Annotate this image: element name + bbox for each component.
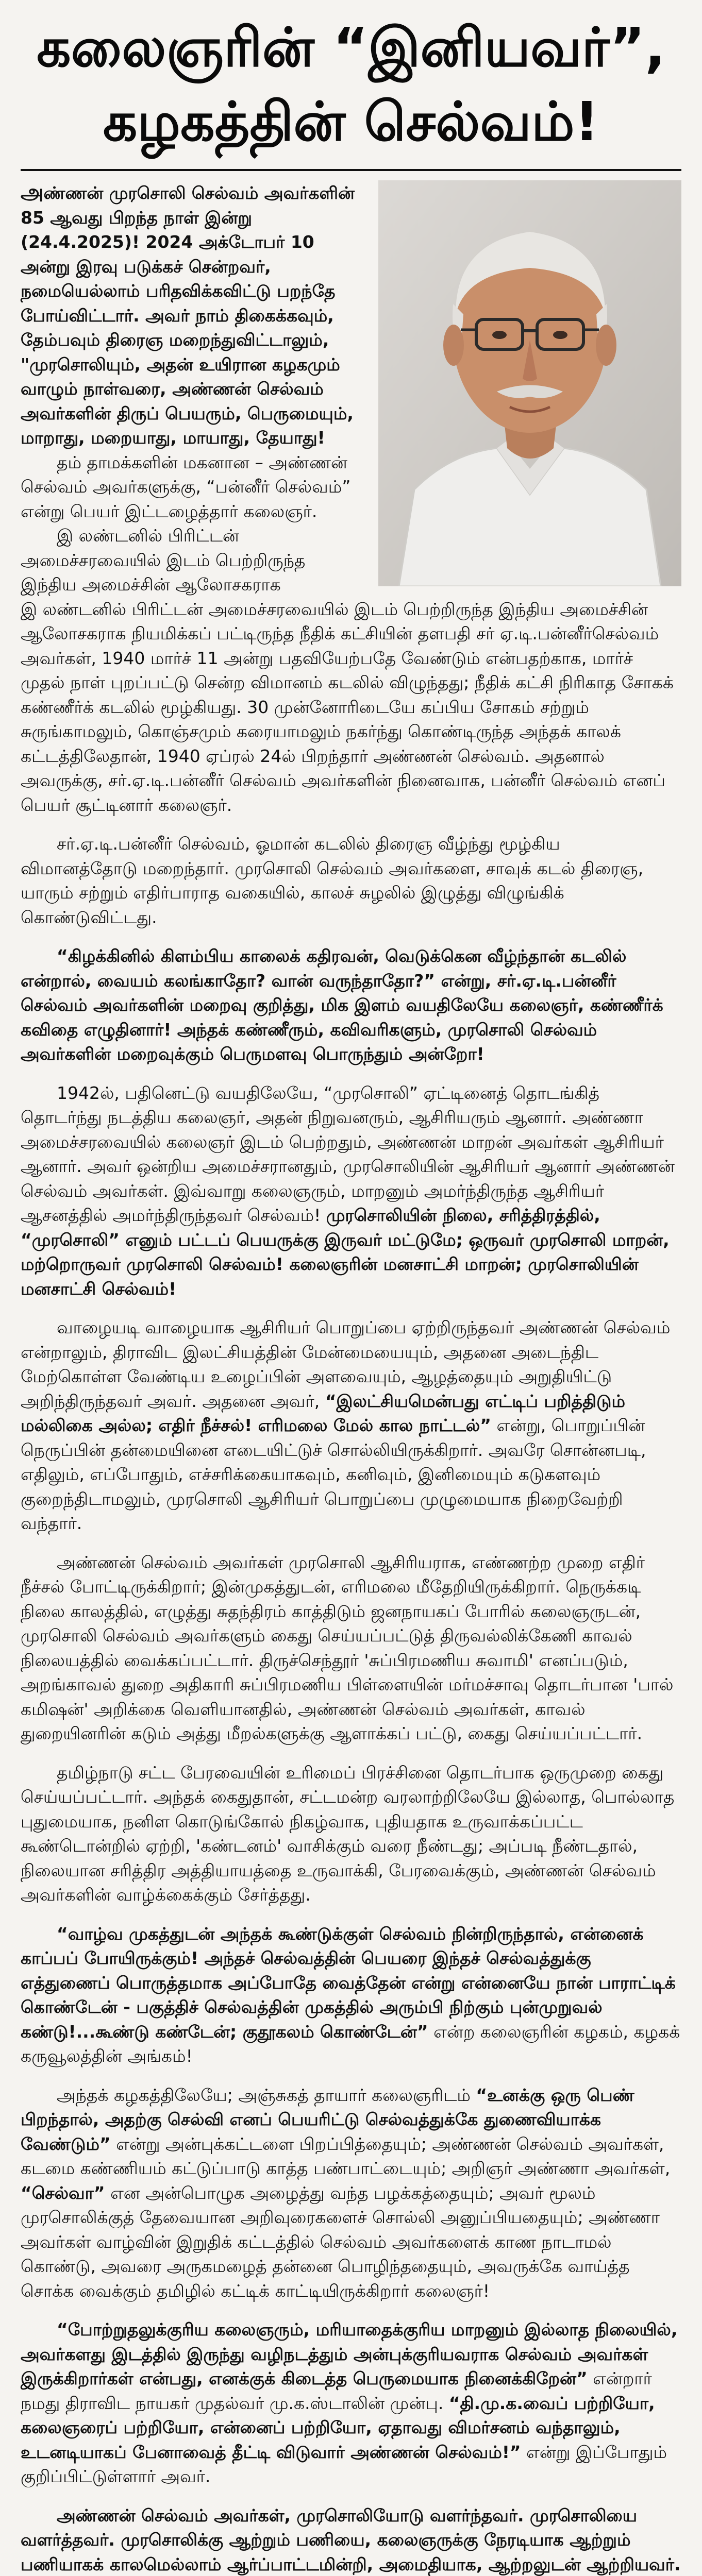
headline-line-1: கலைஞரின் “இனியவர்”, [37, 16, 665, 79]
paragraph-6: 1942ல், பதினெட்டு வயதிலேயே, “முரசொலி” ஏட்டினைத் தொடங்கித் தொடர்ந்து நடத்திய கலைஞர், அதன் நிறுவனரும், ஆசிரியரும் ஆனார். அண்ணா அமைச்சரவையில் கலைஞர் இடம் பெற்றதும், அண்ணன் மாறன் அவர்கள் ஆசிரியர் ஆனார். அவர் ஒன்றிய அமைச்சரானதும், முரசொலியின் ஆசிரியர் ஆனார் அண்ணன் செல்வம் அவர்கள். இவ்வாறு கலைஞரும், மாறனும் அமர்ந்திருந்த ஆசிரியர் ஆசனத்தில் அமர்ந்திருந்தவர் செல்வம்! முரசொலியின் நிலை, சரித்திரத்தில், “முரசொலி” எனும் பட்டப் பெயருக்கு இருவர் மட்டுமே; ஒருவர் முரசொலி மாறன், மற்றொருவர் முரசொலி செல்வம்! கலைஞரின் மனசாட்சி மாறன்; முரசொலியின் மனசாட்சி செல்வம்! [21, 1082, 675, 1299]
paragraph-7: வாழையடி வாழையாக ஆசிரியர் பொறுப்பை ஏற்றிருந்தவர் அண்ணன் செல்வம் என்றாலும், திராவிட இலட்சியத்தின் மேன்மையையும், அதனை அடைந்திட மேற்கொள்ள வேண்டிய உழைப்பின் அளவையும், ஆழத்தையும் அறுதியிட்டு அறிந்திருந்தவர் அவர். அதனை அவர், “இலட்சியமென்பது எட்டிப் பறித்திடும் மல்லிகை அல்ல; எதிர் நீச்சல்! எரிமலை மேல் கால நாட்டல்” என்று, பொறுப்பின் நெருப்பின் தன்மையினை எடையிட்டுச் சொல்லியிருக்கிறார். அவரே சொன்னபடி, எதிலும், எப்போதும், எச்சரிக்கையாகவும், கனிவும், இனிமையும் கடுகளவும் குறைந்திடாமலும், முரசொலி ஆசிரியர் பொறுப்பை முழுமையாக நிறைவேற்றி வந்தார். [21, 1317, 671, 1533]
paragraph-1: அண்ணன் முரசொலி செல்வம் அவர்களின் 85 ஆவது பிறந்த நாள் இன்று (24.4.2025)! 2024 அக்டோபர் 10 அன்று இரவு படுக்கச் சென்றவர், நமையெல்லாம் பரிதவிக்கவிட்டு பறந்தே போய்விட்டார். அவர் நாம் திகைக்கவும், தேம்பவும் திரைஞ மறைந்துவிட்டாலும், "முரசொலியும், அதன் உயிரான கழகமும் வாழும் நாள்வரை, அண்ணன் செல்வம் அவர்களின் திருப் பெயரும், பெருமையும், மாறாது, மறையாது, மாயாது, தேயாது! [21, 180, 355, 448]
paragraph-4: சர்.ஏ.டி.பன்னீர் செல்வம், ஓமான் கடலில் திரைஞ வீழ்ந்து மூழ்கிய விமானத்தோடு மறைந்தார். முரசொலி செல்வம் அவர்களை, சாவுக் கடல் திரைஞ, யாரும் சற்றும் எதிர்பாராத வகையில், காலச் சுழலில் இழுத்து விழுங்கிக் கொண்டுவிட்டது. [21, 834, 644, 927]
paragraph-14: அண்ணன் செல்வம் அவர்கள், முரசொலியோடு வளர்ந்தவர். முரசொலியை வளர்த்தவர். முரசொலிக்கு ஆற்றும் பணியை, கலைஞருக்கு நேரடியாக ஆற்றும் பணியாகக் காலமெல்லாம் ஆர்ப்பாட்டமின்றி, அமைதியாக, ஆற்றலுடன் ஆற்றியவர். [21, 2505, 681, 2574]
paragraph-2: தம் தாமக்களின் மகனான – அண்ணன் செல்வம் அவர்களுக்கு, “பன்னீர் செல்வம்” என்று பெயர் இட்டழைத்தார் கலைஞர். [21, 452, 351, 521]
article-body [21, 597, 681, 2576]
headline-line-2: கழகத்தின் செல்வம்! [103, 90, 599, 153]
dropcap: அ [21, 180, 44, 204]
paragraph-9: தமிழ்நாடு சட்ட பேரவையின் உரிமைப் பிரச்சினை தொடர்பாக ஒருமுறை கைது செய்யப்பட்டார். அந்தக் கைதுதான், சட்டமன்ற வரலாற்றிலேயே இல்லாத, பொல்லாத புதுமையாக, நனிள கொடுங்கோல் நிகழ்வாக, புதியதாக உருவாக்கப்பட்ட கூண்டொன்றில் ஏற்றி, 'கண்டனம்' வாசிக்கும் வரை நீண்டது; அப்படி நீண்டதால், நிலையான சரித்திர அத்தியாயத்தை உருவாக்கி, பேரவைக்கும், அண்ணன் செல்வம் அவர்களின் வாழ்க்கைக்கும் சேர்த்தது. [21, 1762, 675, 1905]
paragraph-3-start [21, 523, 359, 597]
paragraph-10: “வாழ்வ முகத்துடன் அந்தக் கூண்டுக்குள் செல்வம் நின்றிருந்தால், என்னைக் காப்பப் போயிருக்கும்! அந்தச் செல்வத்தின் பெயரை இந்தச் செல்வத்துக்கு எத்துணைப் பொருத்தமாக அப்போதே வைத்தேன் என்று என்னையே நான் பாராட்டிக் கொண்டேன் - பகுத்திச் செல்வத்தின் முகத்தில் அரும்பி நிற்கும் புன்முறுவல் கண்டு!...கூண்டு கண்டேன்; குதூகலம் கொண்டேன்” என்ற கலைஞரின் கழகம், கழகக் கருவூலத்தின் அங்கம்! [21, 1923, 680, 2066]
paragraph-8: அண்ணன் செல்வம் அவர்கள் முரசொலி ஆசிரியராக, எண்ணற்ற முறை எதிர் நீச்சல் போட்டிருக்கிறார்; இன்முகத்துடன், எரிமலை மீதேறியிருக்கிறார். நெருக்கடி நிலை காலத்தில், எழுத்து சுதந்திரம் காத்திடும் ஜனநாயகப் போரில் கலைஞருடன், முரசொலி செல்வம் அவர்களும் கைது செய்யப்பட்டுத் திருவல்லிக்கேணி காவல் நிலையத்தில் வைக்கப்பட்டார். திருச்செந்தூர் 'சுப்பிரமணிய சுவாமி' எனப்படும், அறங்காவல் துறை அதிகாரி சுப்பிரமணிய பிள்ளையின் மர்மச்சாவு தொடர்பான 'பால் கமிஷன்' அறிக்கை வெளியானதில், அண்ணன் செல்வம் அவர்கள், காவல் துறையினரின் கடும் அத்து மீறல்களுக்கு ஆளாக்கப் பட்டு, கைது செய்யப்பட்டார். [21, 1552, 674, 1743]
paragraph-11: அந்தக் கழகத்திலேயே; அஞ்சுகத் தாயார் கலைஞரிடம் “உனக்கு ஒரு பெண் பிறந்தால், அதற்கு செல்வி எனப் பெயரிட்டு செல்வத்துக்கே துணைவியாக்க வேண்டும்” என்று அன்புக்கட்டளை பிறப்பித்தையும்; அண்ணன் செல்வம் அவர்கள், கடமை கண்ணியம் கட்டுப்பாடு காத்த பண்பாட்டையும்; அறிஞர் அண்ணா அவர்கள், “செல்வா” என அன்பொழுக அழைத்து வந்த பழக்கத்தையும்; அவர் மூலம் முரசொலிக்குத் தேவையான அறிவுரைகளைச் சொல்லி அனுப்பியதையும்; அண்ணா அவர்கள் வாழ்வின் இறுதிக் கட்டத்தில் செல்வம் அவர்களைக் காண நாடாமல் கொண்டு, அவரை அருகமழைத் தன்னை பொழிந்ததையும், அவருக்கே வாய்த்த சொக்க வைக்கும் தமிழில் கட்டிக் காட்டியிருக்கிறார் கலைஞர்! [21, 2084, 671, 2301]
paragraph-5: “கிழக்கினில் கிளம்பிய காலைக் கதிரவன், வெடுக்கென வீழ்ந்தான் கடலில் என்றால், வையம் கலங்காதோ? வான் வருந்தாதோ?” என்று, சர்.ஏ.டி.பன்னீர் செல்வம் அவர்களின் மறைவு குறித்து, மிக இளம் வயதிலேயே கலைஞர், கண்ணீர்க் கவிதை எழுதினார்! அந்தக் கண்ணீரும், கவிவரிகளும், முரசொலி செல்வம் அவர்களின் மறைவுக்கும் பெருமளவு பொருந்தும் அன்றோ! [21, 946, 663, 1064]
headline-divider [21, 169, 681, 171]
paragraph-3-text: இ லண்டனில் பிரிட்டன் அமைச்சரவையில் இடம் பெற்றிருந்த இந்திய அமைச்சின் ஆலோசகராக [21, 526, 306, 595]
paragraph-13: “போற்றுதலுக்குரிய கலைஞரும், மரியாதைக்குரிய மாறனும் இல்லாத நிலையில், அவர்களது இடத்தில் இருந்து வழிநடத்தும் அன்புக்குரியவராக செல்வம் அவர்கள் இருக்கிறார்கள் என்பது, எனக்குக் கிடைத்த பெருமையாக நினைக்கிறேன்” என்றார் நமது திராவிட நாயகர் முதல்வர் மு.க.ஸ்டாலின் முன்பு. “தி.மு.க.வைப் பற்றியோ, கலைஞரைப் பற்றியோ, என்னைப் பற்றியோ, ஏதாவது விமர்சனம் வந்தாலும், உடனடியாகப் பேனாவைத் தீட்டி விடுவார் அண்ணன் செல்வம்!” என்று இப்போதும் குறிப்பிட்டுள்ளார் அவர். [21, 2319, 678, 2486]
intro-block [21, 180, 681, 597]
paragraph-3: இ லண்டனில் பிரிட்டன் அமைச்சரவையில் இடம் பெற்றிருந்த இந்திய அமைச்சின் ஆலோசகராக நியமிக்கப் பட்டிருந்த நீதிக் கட்சியின் தளபதி சர் ஏ.டி.பன்னீர்செல்வம் அவர்கள், 1940 மார்ச் 11 அன்று பதவியேற்பதே வேண்டும் என்பதற்காக, மார்ச் முதல் நாள் புறப்பட்டு சென்ற விமானம் கடலில் விழுந்தது; நீதிக் கட்சி நிரிகாத சோகக் கண்ணீர்க் கடலில் மூழ்கியது. 30 முன்னோரிடையே கப்பிய சோகம் சற்றும் சுருங்காமலும், கொஞ்சமும் கரையாமலும் நகர்ந்து கொண்டிருந்த அந்தக் காலக் கட்டத்திலேதான், 1940 ஏப்ரல் 24ல் பிறந்தார் அண்ணன் செல்வம். அதனால் அவருக்கு, சர்.ஏ.டி.பன்னீர் செல்வம் அவர்களின் நினைவாக, பன்னீர் செல்வம் எனப் பெயர் சூட்டினார் கலைஞர். [21, 599, 674, 815]
portrait-photo [378, 180, 681, 586]
intro-text [21, 180, 359, 597]
